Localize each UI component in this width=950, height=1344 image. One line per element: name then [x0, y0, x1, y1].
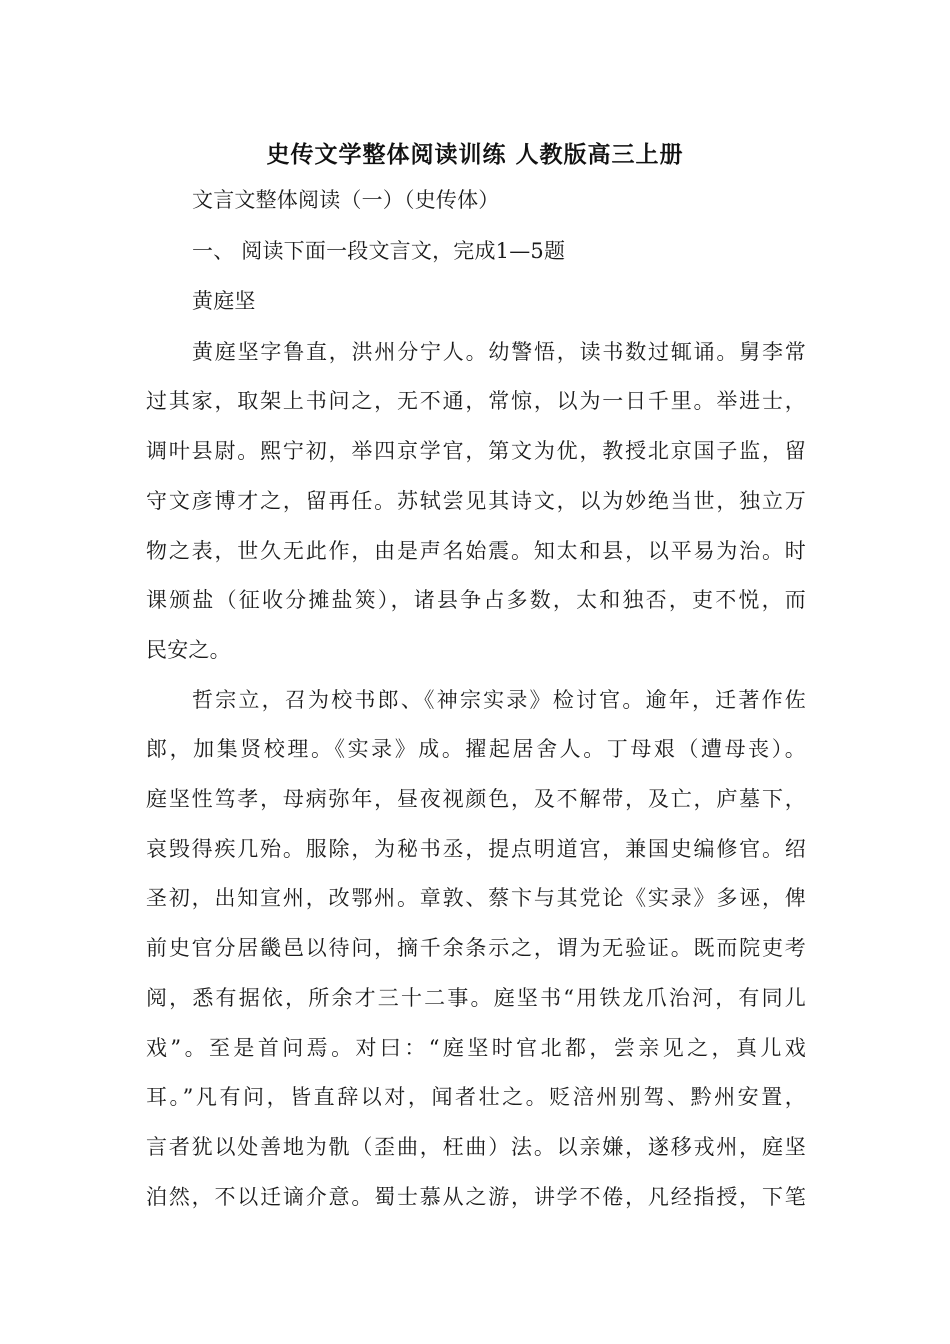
paragraph-line: 调叶县尉。熙宁初，举四京学官，第文为优，教授北京国子监，留: [146, 439, 806, 463]
paragraph-line: 课颁盐（征收分摊盐筴），诸县争占多数，太和独否，吏不悦，而: [146, 588, 806, 612]
paragraph-line: 言者犹以处善地为骩（歪曲，枉曲）法。以亲嫌，遂移戎州，庭坚: [146, 1135, 806, 1159]
paragraph-line: 民安之。: [146, 638, 231, 662]
paragraph-line: 黄庭坚字鲁直，洪州分宁人。幼警悟，读书数过辄诵。舅李常: [192, 340, 806, 364]
paragraph-line: 物之表，世久无此作，由是声名始震。知太和县，以平易为治。时: [146, 539, 806, 563]
paragraph-line: 郎，加集贤校理。《实录》成。擢起居舍人。丁母艰（遭母丧）。: [146, 737, 806, 761]
paragraph-line: 守文彦博才之，留再任。苏轼尝见其诗文，以为妙绝当世，独立万: [146, 489, 806, 513]
paragraph-line: 哀毁得疾几殆。服除，为秘书丞，提点明道宫，兼国史编修官。绍: [146, 837, 806, 861]
paragraph-line: 过其家，取架上书问之，无不通，常惊，以为一日千里。举进士，: [146, 389, 806, 413]
paragraph-line: 前史官分居畿邑以待问，摘千余条示之，谓为无验证。既而院吏考: [146, 936, 806, 960]
section-heading: 文言文整体阅读（一）（史传体）: [192, 188, 500, 212]
paragraph-line: 庭坚性笃孝，母病弥年，昼夜视颜色，及不解带，及亡，庐墓下，: [146, 787, 806, 811]
paragraph-line: 泊然，不以迁谪介意。蜀士慕从之游，讲学不倦，凡经指授，下笔: [146, 1185, 806, 1209]
document-title: 史传文学整体阅读训练 人教版高三上册: [266, 142, 684, 168]
paragraph-line: 戏”。至是首问焉。对曰：“庭坚时官北都，尝亲见之，真儿戏: [146, 1036, 806, 1060]
passage-name: 黄庭坚: [192, 289, 256, 313]
paragraph-line: 圣初，出知宣州，改鄂州。章敦、蔡卞与其党论《实录》多诬，俾: [146, 886, 806, 910]
paragraph-line: 阅，悉有据依，所余才三十二事。庭坚书“用铁龙爪治河，有同儿: [146, 986, 806, 1010]
paragraph-line: 哲宗立，召为校书郎、《神宗实录》检讨官。逾年，迁著作佐: [192, 688, 806, 712]
question-heading: 一、 阅读下面一段文言文，完成1—5题: [192, 239, 566, 263]
paragraph-line: 耳。”凡有问，皆直辞以对，闻者壮之。贬涪州别驾、黔州安置，: [146, 1085, 806, 1109]
